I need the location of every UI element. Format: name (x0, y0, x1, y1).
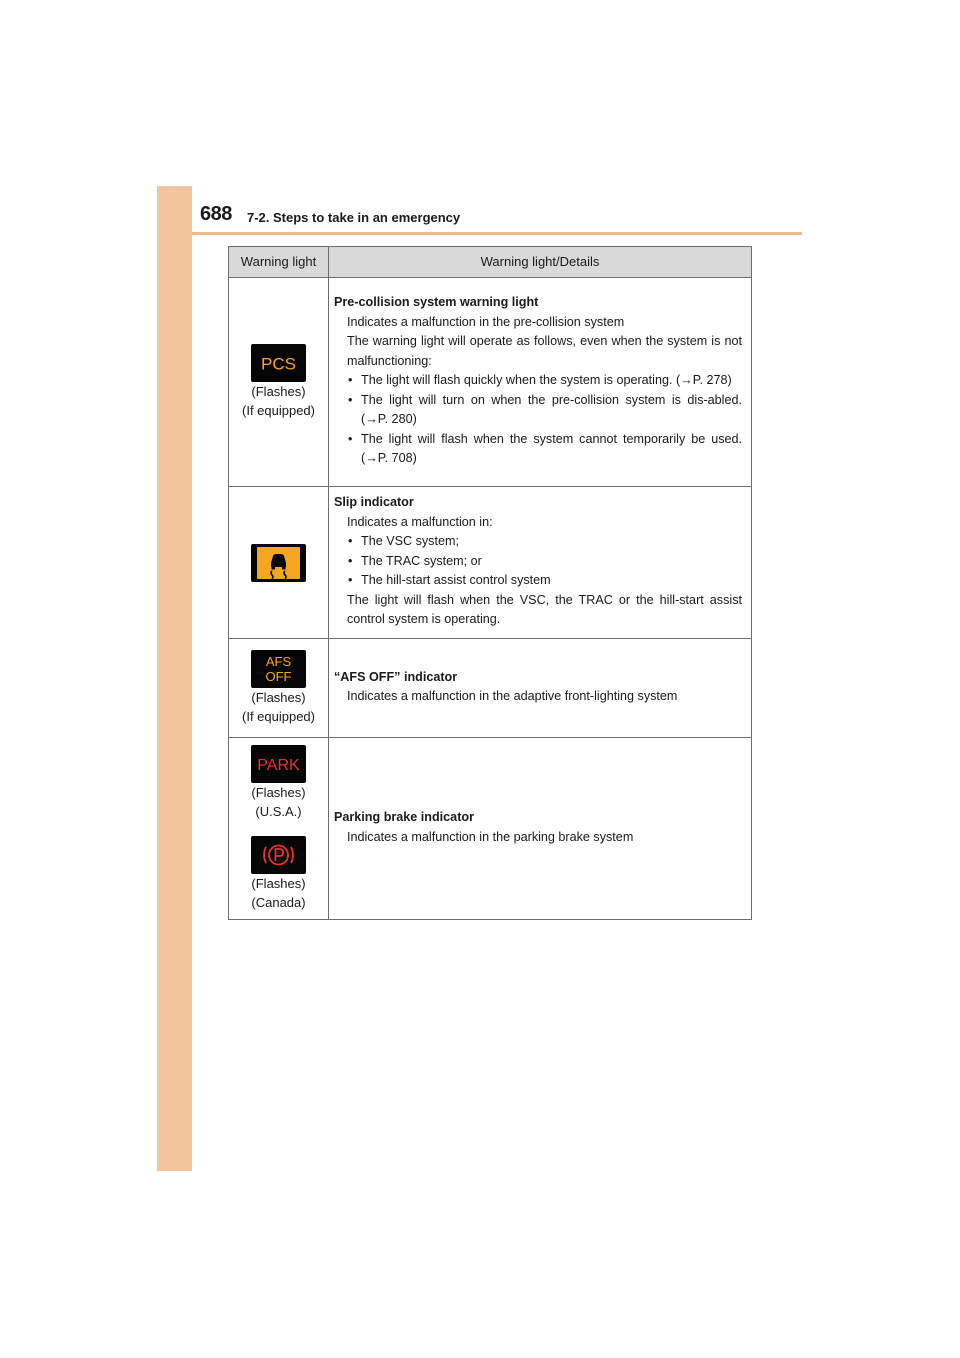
bullet-item: • The hill-start assist control system (347, 571, 742, 591)
section-title: 7-2. Steps to take in an emergency (247, 210, 461, 225)
detail-line: Indicates a malfunction in the pre-collision system (347, 314, 625, 329)
caption-canada: (Canada) (251, 895, 306, 910)
row-title: Parking brake indicator (334, 810, 474, 824)
caption-if-equipped: (If equipped) (242, 709, 315, 724)
afs-off-icon (251, 650, 306, 688)
caption-if-equipped: (If equipped) (242, 403, 315, 418)
detail-line: Indicates a malfunction in: (347, 514, 493, 529)
caption-flashes: (Flashes) (251, 383, 306, 399)
detail-line: The light will flash when the VSC, the TRAC or the hill-start assist control system is operating. (347, 592, 742, 627)
parking-brake-canada-icon (251, 836, 306, 874)
bullet-item: • The light will turn on when the pre-collision system is dis-abled. (→P. 280) (347, 391, 742, 430)
bullet-item: • The light will flash quickly when the system is operating. (→P. 278) (347, 371, 742, 391)
pcs-warning-icon (251, 344, 306, 382)
bullet-item: • The light will flash when the system cannot temporarily be used. (→P. 708) (347, 430, 742, 469)
bullet-list (334, 371, 742, 469)
column-header-details: Warning light/Details (329, 247, 752, 278)
caption-flashes: (Flashes) (251, 689, 306, 705)
chapter-tab-strip (157, 186, 192, 1171)
row-title: Pre-collision system warning light (334, 295, 539, 310)
detail-line: Indicates a malfunction in the adaptive front-lighting system (347, 689, 678, 703)
caption-flashes: (Flashes) (251, 875, 306, 891)
detail-cell (329, 278, 752, 487)
slip-indicator-icon (251, 544, 306, 582)
detail-cell (329, 639, 752, 738)
pcs-icon-text: PCS (261, 354, 296, 373)
row-title: Slip indicator (334, 495, 414, 510)
bullet-item: • The VSC system; (347, 532, 742, 552)
header-rule (192, 232, 802, 235)
detail-line: Indicates a malfunction in the parking brake system (347, 829, 634, 844)
park-brake-icon (251, 745, 306, 783)
warning-light-table (228, 246, 752, 920)
icon-cell (229, 278, 329, 487)
detail-line: The warning light will operate as follows, even when the system is not malfunctioning: (347, 334, 742, 368)
detail-cell (329, 487, 752, 639)
afs-icon-text-bottom: OFF (265, 668, 292, 684)
park-icon-text: PARK (257, 756, 300, 774)
page-number: 688 (200, 203, 232, 225)
table-row (229, 738, 752, 920)
caption-usa: (U.S.A.) (255, 804, 302, 819)
page-header (192, 198, 802, 234)
table-header-row (229, 247, 752, 278)
caption-flashes: (Flashes) (251, 784, 306, 800)
row-title: “AFS OFF” indicator (334, 669, 458, 684)
table-row (229, 639, 752, 738)
column-header-warning-light: Warning light (229, 247, 329, 278)
icon-cell (229, 487, 329, 639)
icon-cell (229, 738, 329, 920)
table-row (229, 487, 752, 639)
bullet-list (334, 532, 742, 591)
detail-cell (329, 738, 752, 920)
afs-icon-text-top: AFS (265, 653, 292, 669)
bullet-item: • The TRAC system; or (347, 552, 742, 572)
icon-cell (229, 639, 329, 738)
table-row (229, 278, 752, 487)
